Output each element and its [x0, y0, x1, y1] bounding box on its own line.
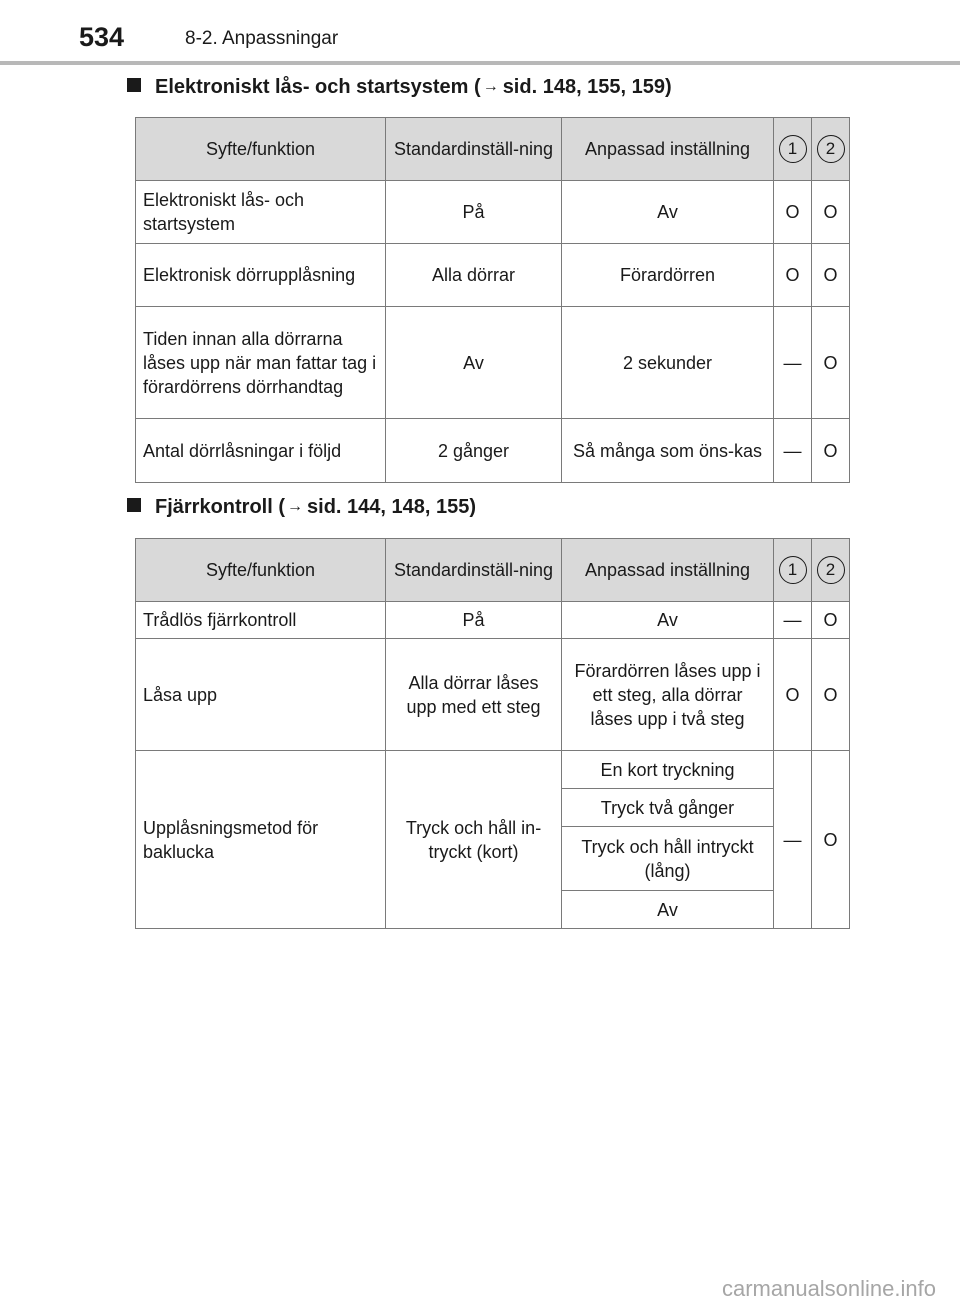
watermark: carmanualsonline.info	[721, 1276, 936, 1301]
arrow-right-icon: →	[287, 498, 304, 515]
cell-method-2: O	[812, 181, 850, 244]
table-row	[136, 639, 850, 751]
page-number: 534	[79, 22, 125, 52]
table-row	[136, 419, 850, 483]
cell-method-1: —	[774, 419, 812, 483]
column-header-default: Standardinställ-ning	[386, 118, 562, 181]
cell-custom: Av	[562, 181, 774, 244]
column-header-method-1	[774, 539, 812, 602]
table-header-row	[136, 118, 850, 181]
section-heading-text: Fjärrkontroll (	[155, 496, 286, 518]
cell-custom: Så många som öns-kas	[562, 419, 774, 483]
cell-method-2: O	[812, 307, 850, 419]
cell-method-1: —	[774, 751, 812, 929]
cell-default: Alla dörrar låses upp med ett steg	[386, 639, 562, 751]
cell-method-2: O	[812, 244, 850, 307]
chapter-title: 8-2. Anpassningar	[185, 28, 339, 49]
cell-method-1: O	[774, 181, 812, 244]
cell-default: Tryck och håll in-tryckt (kort)	[386, 751, 562, 929]
cell-method-2: O	[812, 602, 850, 639]
square-bullet-icon	[127, 498, 141, 512]
remote-control-settings-table	[135, 538, 850, 929]
cell-purpose: Trådlös fjärrkontroll	[136, 602, 386, 639]
cell-custom: Av	[562, 602, 774, 639]
cell-purpose: Antal dörrlåsningar i följd	[136, 419, 386, 483]
table-row	[136, 244, 850, 307]
circled-number-1-icon: 1	[779, 135, 807, 163]
cell-custom: 2 sekunder	[562, 307, 774, 419]
column-header-custom: Anpassad inställning	[562, 118, 774, 181]
cell-custom-option: Tryck två gånger	[562, 789, 774, 827]
header-divider	[0, 61, 960, 65]
cell-purpose: Elektroniskt lås- och startsystem	[136, 181, 386, 244]
cell-default: Av	[386, 307, 562, 419]
circled-number-2-icon: 2	[817, 556, 845, 584]
table-row	[136, 602, 850, 639]
cell-purpose: Upplåsningsmetod för baklucka	[136, 751, 386, 929]
section-page-ref: sid. 148, 155, 159)	[502, 76, 672, 98]
section-heading-smart-key	[127, 76, 672, 99]
table-header-row	[136, 539, 850, 602]
column-header-method-1	[774, 118, 812, 181]
cell-default: 2 gånger	[386, 419, 562, 483]
page-header	[0, 0, 960, 62]
table-row	[136, 307, 850, 419]
cell-method-2: O	[812, 639, 850, 751]
smart-key-settings-table	[135, 117, 850, 483]
cell-custom-option: Av	[562, 891, 774, 929]
cell-custom: Förardörren	[562, 244, 774, 307]
cell-custom: Förardörren låses upp i ett steg, alla dörrar låses upp i två steg	[562, 639, 774, 751]
cell-method-2: O	[812, 751, 850, 929]
section-page-ref: sid. 144, 148, 155)	[307, 496, 477, 518]
cell-purpose: Elektronisk dörrupplåsning	[136, 244, 386, 307]
column-header-custom: Anpassad inställning	[562, 539, 774, 602]
circled-number-2-icon: 2	[817, 135, 845, 163]
column-header-method-2	[812, 118, 850, 181]
column-header-method-2	[812, 539, 850, 602]
cell-method-1: O	[774, 639, 812, 751]
cell-default: På	[386, 602, 562, 639]
cell-default: Alla dörrar	[386, 244, 562, 307]
cell-method-1: —	[774, 602, 812, 639]
table-row	[136, 751, 850, 789]
cell-default: På	[386, 181, 562, 244]
cell-method-2: O	[812, 419, 850, 483]
cell-method-1: O	[774, 244, 812, 307]
cell-purpose: Låsa upp	[136, 639, 386, 751]
column-header-purpose: Syfte/funktion	[136, 118, 386, 181]
column-header-purpose: Syfte/funktion	[136, 539, 386, 602]
circled-number-1-icon: 1	[779, 556, 807, 584]
cell-purpose: Tiden innan alla dörrarna låses upp när man fattar tag i förardörrens dörrhandtag	[136, 307, 386, 419]
section-heading-text: Elektroniskt lås- och startsystem (	[155, 76, 481, 98]
arrow-right-icon: →	[482, 78, 499, 95]
section-heading-remote	[127, 496, 476, 519]
table-row	[136, 181, 850, 244]
column-header-default: Standardinställ-ning	[386, 539, 562, 602]
cell-custom-option: Tryck och håll intryckt (lång)	[562, 827, 774, 891]
square-bullet-icon	[127, 78, 141, 92]
cell-method-1: —	[774, 307, 812, 419]
cell-custom-option: En kort tryckning	[562, 751, 774, 789]
